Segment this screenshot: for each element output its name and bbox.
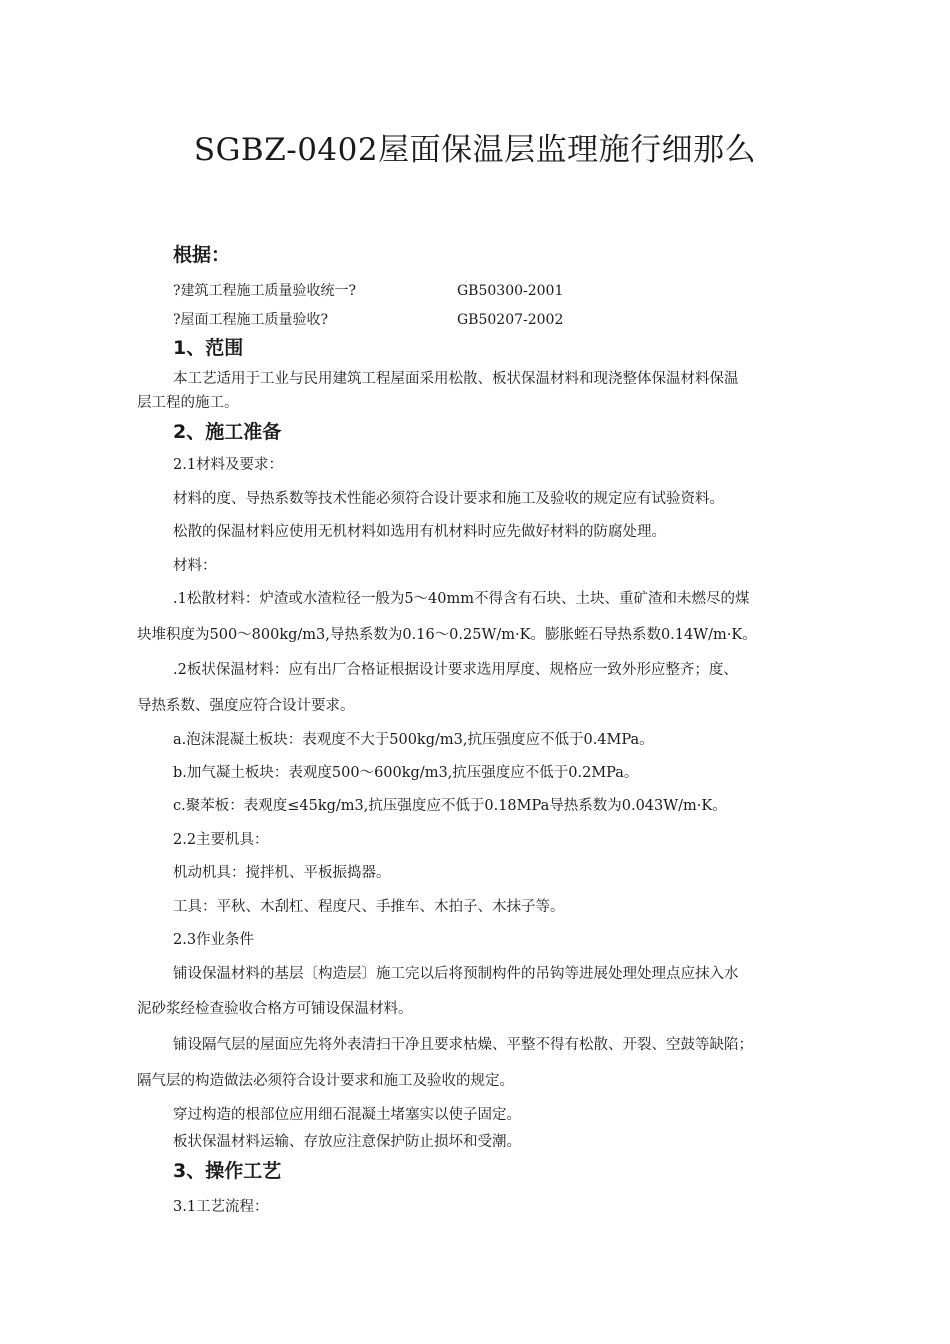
subsection-2-3: 2.3作业条件 (173, 932, 255, 948)
paragraph-line: .1松散材料：炉渣或水渣粒径一般为5～40mm不得含有石块、土块、重矿渣和未燃尽的煤 (173, 591, 750, 607)
paragraph-line: 泥砂浆经检查验收合格方可铺设保温材料。 (137, 1001, 413, 1017)
paragraph-line: 铺设保温材料的基层〔构造层〕施工完以后将预制构件的吊钩等进展处理处理点应抹入水 (173, 966, 739, 982)
paragraph-line: 铺设隔气层的屋面应先将外表清扫干净且要求枯燥、平整不得有松散、开裂、空鼓等缺陷； (173, 1037, 753, 1053)
paragraph-line: 穿过构造的根部位应用细石混凝土堵塞实以使子固定。 (173, 1107, 521, 1123)
subsection-2-2: 2.2主要机具： (173, 832, 269, 848)
paragraph-line: a.泡沫混凝土板块：表观度不大于500kg/m3,抗压强度应不低于0.4MPa。 (173, 732, 654, 748)
reference-name: ?建筑工程施工质量验收统一? (173, 283, 357, 299)
paragraph-line: b.加气凝土板块：表观度500～600kg/m3,抗压强度应不低于0.2MPa。 (173, 765, 639, 781)
paragraph-line: 松散的保温材料应使用无机材料如选用有机材料时应先做好材料的防腐处理。 (173, 524, 666, 540)
reference-item (173, 280, 885, 302)
basis-heading: 根据： (173, 244, 231, 266)
paragraph-line: 隔气层的构造做法必须符合设计要求和施工及验收的规定。 (137, 1073, 514, 1089)
paragraph-line: 本工艺适用于工业与民用建筑工程屋面采用松散、板状保温材料和现浇整体保温材料保温 (173, 371, 739, 387)
document-title: SGBZ-0402屋面保温层监理施行细那么 (193, 132, 757, 168)
paragraph-line: c.聚苯板：表观度≤45kg/m3,抗压强度应不低于0.18MPa导热系数为0.043W/m·K。 (173, 798, 727, 814)
paragraph-line: 板状保温材料运输、存放应注意保护防止损坏和受潮。 (173, 1134, 521, 1150)
reference-name: ?屋面工程施工质量验收? (173, 312, 329, 328)
section-3-heading: 3、操作工艺 (173, 1160, 282, 1182)
paragraph-line: 机动机具：搅拌机、平板振捣器。 (173, 865, 391, 881)
subsection-3-1: 3.1工艺流程： (173, 1199, 269, 1215)
subsection-2-1: 2.1材料及要求： (173, 457, 284, 473)
paragraph-line: 导热系数、强度应符合设计要求。 (137, 698, 355, 714)
section-1-heading: 1、范围 (173, 337, 244, 359)
paragraph-line: 材料： (173, 558, 217, 574)
paragraph-line: 工具：平秋、木刮杠、程度尺、手推车、木拍子、木抹子等。 (173, 899, 565, 915)
reference-item (173, 309, 885, 331)
paragraph-line: 块堆积度为500～800kg/m3,导热系数为0.16～0.25W/m·K。膨胀蛭石导热系数0.14W/m·K。 (137, 627, 757, 643)
paragraph-line: 层工程的施工。 (137, 395, 239, 411)
reference-code: GB50207-2002 (457, 312, 564, 328)
section-2-heading: 2、施工准备 (173, 421, 282, 443)
paragraph-line: 材料的度、导热系数等技术性能必须符合设计要求和施工及验收的规定应有试验资料。 (173, 491, 724, 507)
paragraph-line: .2板状保温材料：应有出厂合格证根据设计要求选用厚度、规格应一致外形应整齐；度、 (173, 662, 738, 678)
reference-code: GB50300-2001 (457, 283, 564, 299)
